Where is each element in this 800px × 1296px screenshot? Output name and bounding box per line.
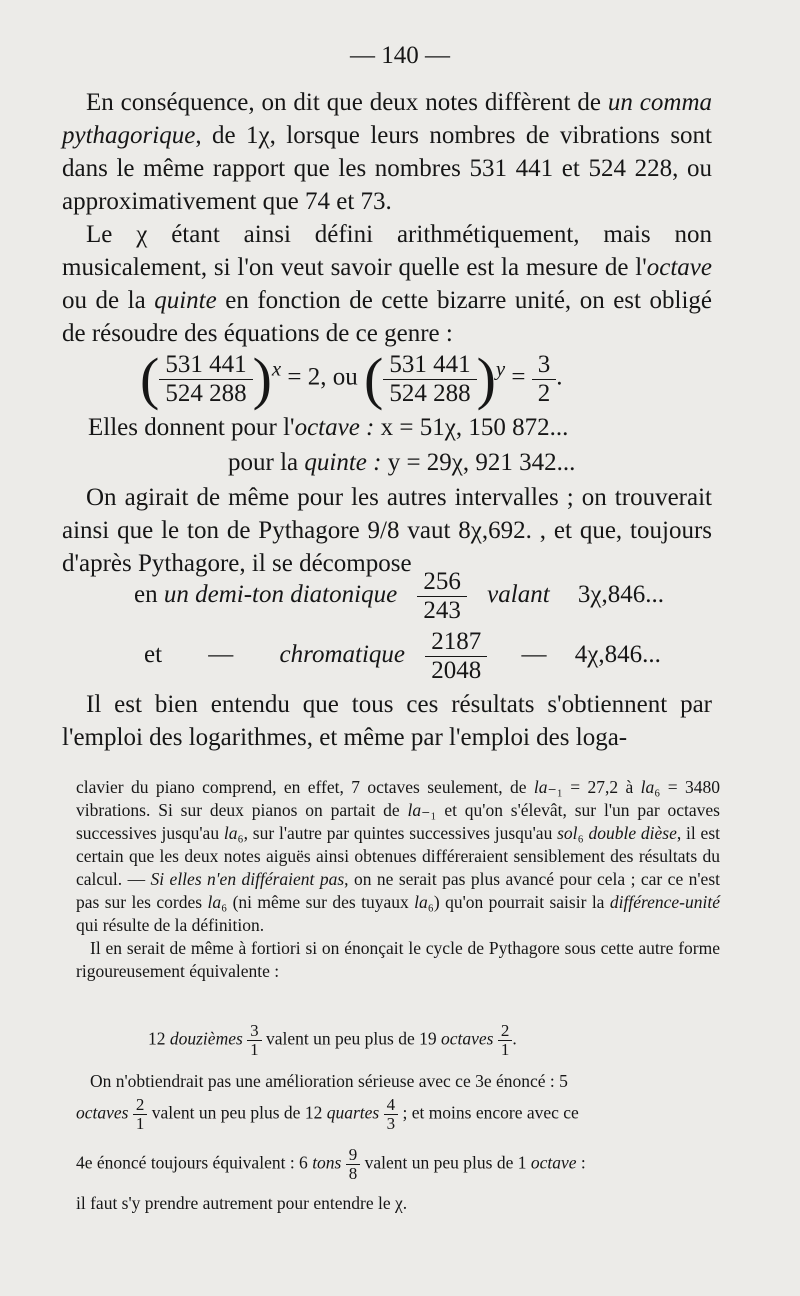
paragraph-4: Il est bien entendu que tous ces résultats s'obtiennent par l'emploi des logarithmes, et même par l'emploi des loga- (62, 691, 712, 751)
paragraph-2: Le χ étant ainsi défini arithmétiquement, mais non musicalement, si l'on veut savoir quelle est la mesure de l'octave ou de la quinte en fonction de cette bizarre unité, on est obligé de résoudre des équations de ce genre : (62, 221, 712, 347)
result-quinte: pour la quinte : y = 29χ, 921 342... (228, 449, 576, 476)
decomposition-line-2: et — chromatique $\frac{2187}{2048}$ — 4χ,846... (144, 628, 661, 684)
fraction-3: $\frac{3}{2}$ (532, 351, 557, 408)
footnote-last-line: il faut s'y prendre autrement pour entendre le χ. (76, 1193, 408, 1213)
fraction-2187-2048: $\frac{2187}{2048}$ (425, 628, 487, 685)
paragraph-3: On agirait de même pour les autres intervalles ; on trouverait ainsi que le ton de Pythagore 9/8 vaut 8χ,692. , et que, toujours d'après Pythagore, il se décompose (62, 484, 712, 577)
fraction-1: $\frac{531 441}{524 288}$ (159, 351, 252, 408)
footnote-paragraph-2: Il en serait de même à fortiori si on énonçait le cycle de Pythagore sous cette autre forme rigoureusement équivalente : (76, 938, 720, 981)
footnote-formula-12: 12 douzièmes $\frac{3}{1}$ valent un peu plus de 19 octaves $\frac{2}{1}$ . (148, 1021, 517, 1059)
fraction-2: $\frac{531 441}{524 288}$ (383, 351, 476, 408)
footnote-block (76, 776, 720, 983)
footnote-paragraph-3: On n'obtiendrait pas une amélioration sérieuse avec ce 3e énoncé : 5 (90, 1071, 568, 1091)
fraction-256-243: $\frac{256}{243}$ (417, 568, 467, 625)
footnote-line-tons: 4e énoncé toujours équivalent : 6 tons $\frac{9}{8}$ valent un peu plus de 1 octave : (76, 1145, 586, 1183)
footnote-line-quartes: octaves $\frac{2}{1}$ valent un peu plus de 12 quartes $\frac{4}{3}$ ; et moins encore avec ce (76, 1095, 579, 1133)
page-number: — 140 — (350, 42, 450, 69)
result-octave: Elles donnent pour l'octave : x = 51χ, 150 872... (88, 414, 569, 441)
decomposition-line-1: en un demi-ton diatonique $\frac{256}{243}$ valant 3χ,846... (134, 568, 665, 624)
main-text-block-1 (62, 86, 712, 350)
equation-line: ( $\frac{531 441}{524 288}$ )$^x$ = 2, ou ( $\frac{531 441}{524 288}$ )$^y$ = $\frac{3}{2}$ . (140, 346, 563, 411)
footnote-paragraph-1: clavier du piano comprend, en effet, 7 octaves seulement, de la₋₁ = 27,2 à la₆ = 3480 vibrations. Si sur deux pianos on partait de la₋₁ et qu'on s'élevât, sur l'un par octaves successives jusqu'au la₆, sur l'autre par quintes successives jusqu'au sol₆ double dièse, il est certain que les deux notes aiguës ainsi obtenues différeraient sensiblement des résultats du calcul. — Si elles n'en différaient pas, on ne serait pas plus avancé pour cela ; car ce n'est pas sur les cordes la₆ (ni même sur des tuyaux la₆) qu'on pourrait saisir la différence-unité qui résulte de la définition. (76, 777, 720, 935)
paragraph-1: En conséquence, on dit que deux notes diffèrent de un comma pythagorique, de 1χ, lorsque leurs nombres de vibrations sont dans le même rapport que les nombres 531 441 et 524 228, ou approximativement que 74 et 73. (62, 89, 712, 215)
